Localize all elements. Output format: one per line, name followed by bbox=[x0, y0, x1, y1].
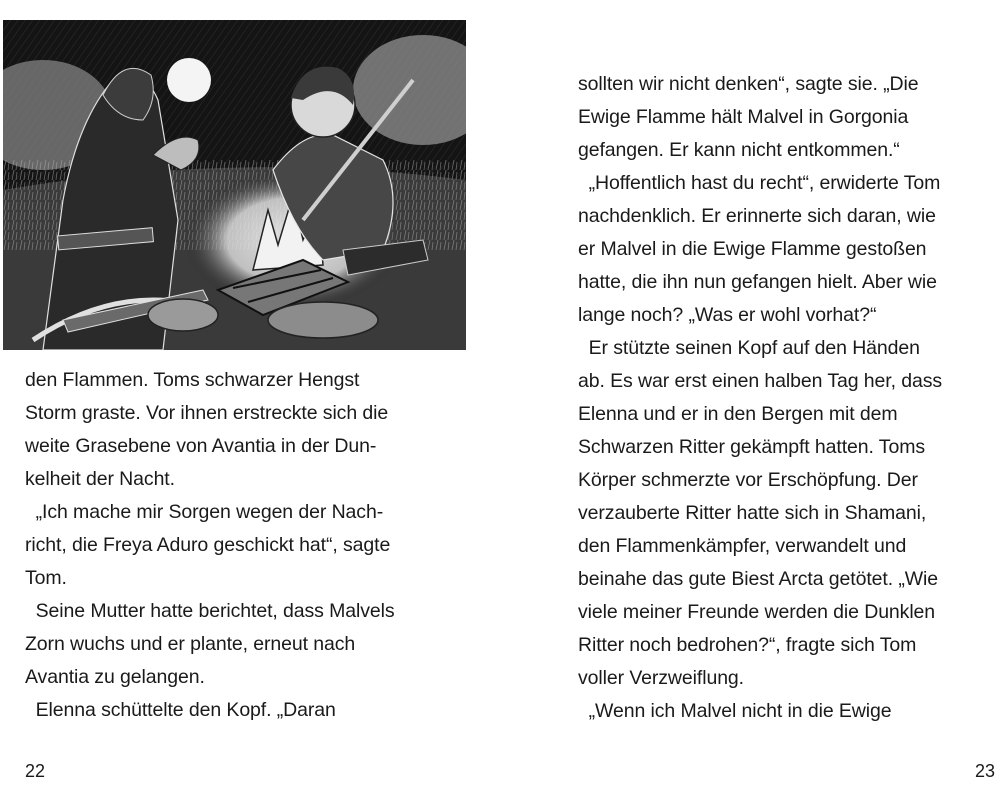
page-number-right: 23 bbox=[974, 761, 995, 781]
text-line: „Ich mache mir Sorgen wegen der Nach- bbox=[25, 501, 384, 523]
text-line: Elenna und er in den Bergen mit dem bbox=[578, 403, 898, 425]
text-line: ab. Es war erst einen halben Tag her, dass bbox=[578, 370, 943, 392]
text-line: hatte, die ihn nun gefangen hielt. Aber wie bbox=[578, 271, 937, 293]
text-line: Storm graste. Vor ihnen erstreckte sich die bbox=[25, 402, 389, 424]
moon-shape bbox=[167, 58, 211, 102]
left-page-text bbox=[25, 364, 395, 727]
text-line: den Flammen. Toms schwarzer Hengst bbox=[25, 369, 360, 391]
text-line: richt, die Freya Aduro geschickt hat“, sagte bbox=[25, 534, 391, 556]
text-line: Zorn wuchs und er plante, erneut nach bbox=[25, 633, 356, 655]
text-line: beinahe das gute Biest Arcta getötet. „Wie bbox=[578, 568, 939, 590]
illustration-drawing bbox=[3, 20, 466, 350]
text-line: kelheit der Nacht. bbox=[25, 468, 175, 490]
text-line: Ewige Flamme hält Malvel in Gorgonia bbox=[578, 106, 909, 128]
text-line: sollten wir nicht denken“, sagte sie. „Die bbox=[578, 73, 919, 95]
text-line: er Malvel in die Ewige Flamme gestoßen bbox=[578, 238, 927, 260]
text-line: gefangen. Er kann nicht entkommen.“ bbox=[578, 139, 900, 161]
right-page bbox=[500, 0, 1000, 800]
text-line: lange noch? „Was er wohl vorhat?“ bbox=[578, 304, 877, 326]
text-line: nachdenklich. Er erinnerte sich daran, wie bbox=[578, 205, 936, 227]
text-line: Tom. bbox=[25, 567, 67, 589]
text-line: Schwarzen Ritter gekämpft hatten. Toms bbox=[578, 436, 926, 458]
page-number-left: 22 bbox=[25, 761, 46, 781]
text-line: verzauberte Ritter hatte sich in Shamani, bbox=[578, 502, 927, 524]
text-line: „Wenn ich Malvel nicht in die Ewige bbox=[578, 700, 892, 722]
text-line: Avantia zu gelangen. bbox=[25, 666, 205, 688]
text-line: weite Grasebene von Avantia in der Dun- bbox=[25, 435, 377, 457]
text-line: den Flammenkämpfer, verwandelt und bbox=[578, 535, 907, 557]
text-line: „Hoffentlich hast du recht“, erwiderte Tom bbox=[578, 172, 941, 194]
text-line: Seine Mutter hatte berichtet, dass Malvels bbox=[25, 600, 395, 622]
text-line: Körper schmerzte vor Erschöpfung. Der bbox=[578, 469, 918, 491]
campfire-illustration bbox=[3, 20, 466, 350]
text-line: Elenna schüttelte den Kopf. „Daran bbox=[25, 699, 336, 721]
text-line: Er stützte seinen Kopf auf den Händen bbox=[578, 337, 920, 359]
right-page-text bbox=[578, 68, 942, 728]
text-line: Ritter noch bedrohen?“, fragte sich Tom bbox=[578, 634, 917, 656]
text-line: voller Verzweiflung. bbox=[578, 667, 744, 689]
text-line: viele meiner Freunde werden die Dunklen bbox=[578, 601, 936, 623]
